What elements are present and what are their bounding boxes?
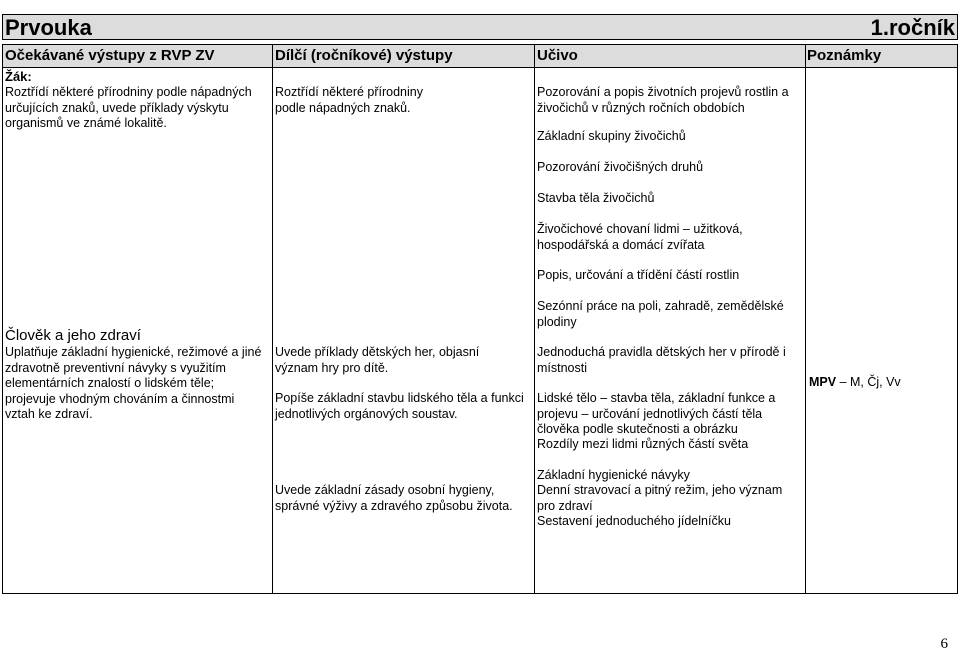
grade-title: 1.ročník bbox=[870, 15, 955, 40]
column-header-rvp: Očekávané výstupy z RVP ZV bbox=[5, 47, 215, 64]
curriculum-item: Základní hygienické návyky bbox=[537, 468, 690, 482]
outcome-games: Uvede příklady dětských her, objasní význam hry pro dítě. bbox=[275, 345, 480, 375]
curriculum-item: Živočichové chovaní lidmi – užitková, hospodářská a domácí zvířata bbox=[537, 222, 743, 252]
curriculum-body-label: Lidské tělo bbox=[537, 391, 597, 405]
title-bar bbox=[2, 14, 958, 40]
mpv-subjects: – M, Čj, Vv bbox=[836, 375, 901, 389]
column-divider bbox=[805, 45, 806, 593]
column-header-outcomes: Dílčí (ročníkové) výstupy bbox=[275, 47, 453, 64]
column-divider bbox=[534, 45, 535, 593]
curriculum-table bbox=[2, 44, 958, 594]
rvp-outcome-health: Uplatňuje základní hygienické, režimové a jiné zdravotně preventivní návyky s využitím elementárních znalostí o lidském těle; projevuje vhodným chováním a činnostmi vztah ke zdraví. bbox=[5, 345, 262, 421]
curriculum-item: Jednoduchá pravidla dětských her v přírodě i místnosti bbox=[537, 345, 786, 375]
section-title-human-health: Člověk a jeho zdraví bbox=[5, 327, 141, 344]
curriculum-item-body bbox=[537, 391, 799, 438]
column-header-curriculum: Učivo bbox=[537, 47, 578, 64]
outcome-classify: Roztřídí některé přírodniny podle nápadných znaků. bbox=[275, 85, 423, 115]
notes-mpv bbox=[809, 375, 955, 391]
outcome-body: Popíše základní stavbu lidského těla a funkci jednotlivých orgánových soustav. bbox=[275, 391, 524, 421]
curriculum-body-desc: – stavba těla, základní funkce a projevu bbox=[537, 391, 776, 421]
subject-title: Prvouka bbox=[5, 15, 92, 40]
curriculum-item: Pozorování a popis životních projevů rostlin a živočichů v různých ročních obdobích bbox=[537, 85, 789, 115]
curriculum-body-parts: – určování jednotlivých částí těla člověka podle skutečnosti a obrázku bbox=[537, 406, 763, 436]
zak-label: Žák: bbox=[5, 69, 32, 84]
table-header-row bbox=[3, 45, 957, 68]
curriculum-item: Sezónní práce na poli, zahradě, zemědělské plodiny bbox=[537, 299, 784, 329]
rvp-outcome-nature: Roztřídí některé přírodniny podle nápadných určujících znaků, uvede příklady výskytu organismů ve známé lokalitě. bbox=[5, 85, 252, 130]
curriculum-item: Denní stravovací a pitný režim, jeho význam pro zdraví bbox=[537, 483, 783, 513]
curriculum-item: Základní skupiny živočichů bbox=[537, 129, 686, 143]
outcome-hygiene: Uvede základní zásady osobní hygieny, správné výživy a zdravého způsobu života. bbox=[275, 483, 513, 513]
curriculum-item: Sestavení jednoduchého jídelníčku bbox=[537, 514, 731, 528]
curriculum-item: Rozdíly mezi lidmi různých částí světa bbox=[537, 437, 749, 451]
column-header-notes: Poznámky bbox=[807, 47, 882, 64]
mpv-label: MPV bbox=[809, 375, 837, 389]
curriculum-item: Popis, určování a třídění částí rostlin bbox=[537, 268, 740, 282]
curriculum-item: Stavba těla živočichů bbox=[537, 191, 655, 205]
column-divider bbox=[272, 45, 273, 593]
curriculum-item: Pozorování živočišných druhů bbox=[537, 160, 704, 174]
page-number: 6 bbox=[940, 636, 948, 652]
